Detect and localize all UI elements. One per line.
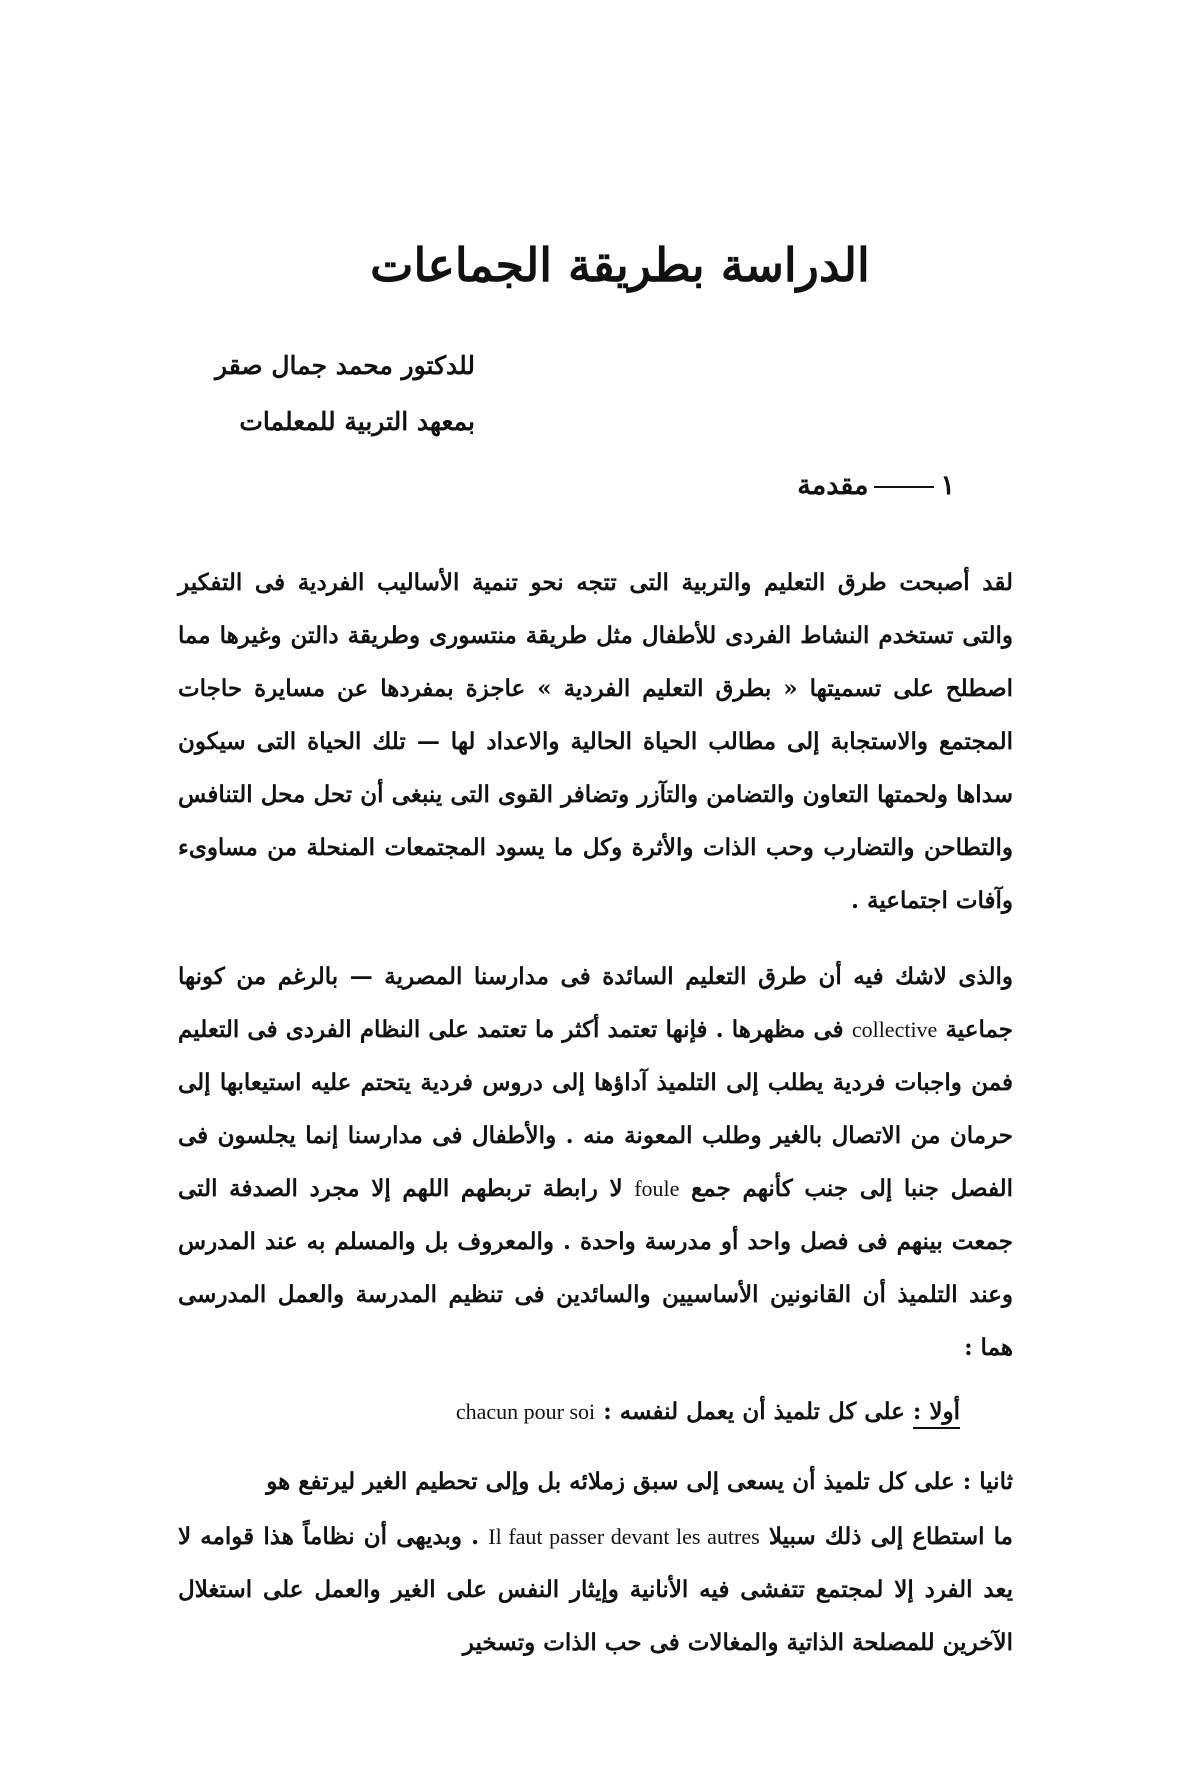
paragraph-3-text-b: . وبديهى أن نظاماً هذا قوامه لا يعد الفرد إلا لمجتمع تتفشى فيه الأنانية وإيثار النفس على الغير والعمل على استغلال الآخرين للمصلحة الذاتية والمغالات فى حب الذات وتسخير [178, 1523, 1013, 1656]
section-number: ١ [940, 470, 955, 501]
paragraph-3 [178, 1510, 1013, 1669]
term-foule: foule [634, 1176, 680, 1201]
paragraph-2-text-c: لا رابطة تربطهم اللهم إلا مجرد الصدفة التى جمعت بينهم فى فصل واحد أو مدرسة واحدة . والمعروف بل والمسلم به عند المدرس وعند التلميذ أن القانونين الأساسيين والسائدين فى تنظيم المدرسة والعمل المدرسى هما : [178, 1175, 1013, 1361]
section-heading [797, 470, 955, 501]
item-1-label: أولا : [913, 1398, 960, 1429]
term-il-faut-passer: Il faut passer devant les autres [488, 1524, 760, 1549]
rule-item-2 [266, 1455, 1013, 1508]
item-2-label: ثانيا : [962, 1468, 1013, 1495]
item-1-text: على كل تلميذ أن يعمل لنفسه : [603, 1398, 905, 1425]
heading-dash [874, 486, 934, 488]
term-chacun-pour-soi: chacun pour soi [455, 1399, 596, 1424]
author-affiliation: بمعهد التربية للمعلمات [239, 407, 475, 436]
paragraph-2-text-b: فى مظهرها . فإنها تعتمد أكثر ما تعتمد على النظام الفردى فى التعليم فمن واجبات فردية يطلب إلى التلميذ آداؤها إلى دروس فردية يتحتم عليه استيعابها إلى حرمان من الاتصال بالغير وطلب المعونة منه . والأطفال فى مدارسنا إنما يجلسون فى الفصل جنبا إلى جنب كأنهم جمع [178, 1016, 1014, 1202]
item-2-text: على كل تلميذ أن يسعى إلى سبق زملائه بل وإلى تحطيم الغير ليرتفع هو [266, 1468, 955, 1495]
rule-item-1 [456, 1385, 960, 1438]
paragraph-2 [178, 950, 1013, 1374]
term-collective: collective [851, 1017, 938, 1042]
section-title: مقدمة [797, 470, 869, 501]
paragraph-3-text-a: ما استطاع إلى ذلك سبيلا [768, 1523, 1013, 1550]
paragraph-2-text-a: والذى لاشك فيه أن طرق التعليم السائدة فى مدارسنا المصرية — بالرغم من كونها جماعية [178, 963, 1013, 1043]
author-name: للدكتور محمد جمال صقر [214, 351, 475, 380]
paragraph-1: لقد أصبحت طرق التعليم والتربية التى تتجه نحو تنمية الأساليب الفردية فى التفكير والتى تستخدم النشاط الفردى للأطفال مثل طريقة منتسورى وطريقة دالتن وغيرها مما اصطلح على تسميتها « بطرق التعليم الفردية » عاجزة بمفردها عن مسايرة حاجات المجتمع والاستجابة إلى مطالب الحياة الحالية والاعداد لها — تلك الحياة التى سيكون سداها ولحمتها التعاون والتضامن والتآزر وتضافر القوى التى ينبغى أن تحل محل التنافس والتطاحن والتضارب وحب الذات والأثرة وكل ما يسود المجتمعات المنحلة من مساوىء وآفات اجتماعية . [178, 569, 1013, 914]
article-title: الدراسة بطريقة الجماعات [370, 238, 870, 292]
author-block [215, 338, 475, 450]
